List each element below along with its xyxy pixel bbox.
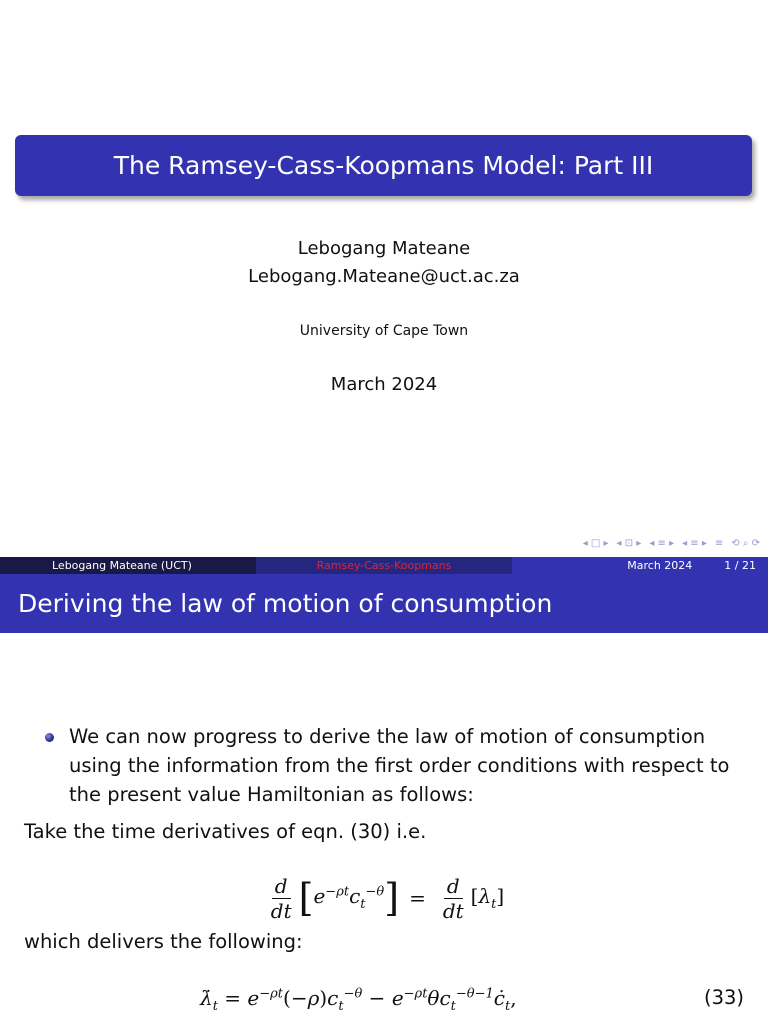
beamer-navigation bbox=[583, 538, 760, 549]
presentation-date: March 2024 bbox=[330, 374, 438, 395]
equation-derivative: $\frac{d}{dt}$ [ $e^{-\rho t}c_t^{-\theta}$ ] = $\frac{d}{dt}$ $[\lambda_t]$ bbox=[0, 868, 768, 928]
footer-short-title: Ramsey-Cass-Koopmans bbox=[256, 557, 512, 574]
nav-frame-icon[interactable]: ◂ □ ▸ bbox=[582, 538, 609, 549]
frame-title-text: Deriving the law of motion of consumption bbox=[18, 589, 553, 618]
footer-date: March 2024 bbox=[627, 559, 693, 572]
nav-toc-icon[interactable]: ≡ bbox=[714, 538, 724, 549]
institution: University of Cape Town bbox=[299, 323, 469, 339]
footer-right bbox=[512, 557, 768, 574]
presentation-title-box bbox=[15, 135, 752, 196]
nav-section-icon[interactable]: ◂ ≡ ▸ bbox=[649, 538, 675, 549]
frame-title bbox=[0, 574, 768, 633]
bullet-item bbox=[45, 722, 735, 809]
author-name: Lebogang Mateane bbox=[297, 238, 471, 259]
body-text-delivers: which delivers the following: bbox=[24, 930, 303, 953]
footer-author: Lebogang Mateane (UCT) bbox=[0, 557, 256, 574]
author-email: Lebogang.Mateane@uct.ac.za bbox=[248, 266, 520, 287]
d-dt-fraction: $\frac{d}{dt}$ bbox=[270, 873, 292, 923]
equation-number: (33) bbox=[703, 986, 744, 1009]
footer-page-number: 1 / 21 bbox=[724, 559, 756, 572]
bullet-ball-icon bbox=[45, 733, 54, 742]
equation-33 bbox=[0, 982, 768, 1022]
presentation-title: The Ramsey-Cass-Koopmans Model: Part III bbox=[113, 151, 654, 180]
nav-search-icon[interactable]: ⟲ ⌕ ⟳ bbox=[731, 538, 760, 549]
equation-33-expression: $\lambdȧ_t = e^{-\rho t}(-\rho)c_t^{-\theta}$ − $e^{-\rho t}\theta c_t^{-\theta-1}ċ_t$, bbox=[200, 986, 517, 1014]
nav-part-icon[interactable]: ◂ ≡ ▸ bbox=[682, 538, 707, 549]
bullet-text: We can now progress to derive the law of motion of consumption using the information from the first order conditions with respect to the present value Hamiltonian as follows: bbox=[69, 725, 730, 806]
body-text-time-derivative: Take the time derivatives of eqn. (30) i.e. bbox=[24, 820, 427, 843]
beamer-footer bbox=[0, 557, 768, 574]
nav-subsection-icon[interactable]: ◂ ⊡ ▸ bbox=[616, 538, 642, 549]
d-dt-fraction: $\frac{d}{dt}$ bbox=[442, 873, 464, 923]
